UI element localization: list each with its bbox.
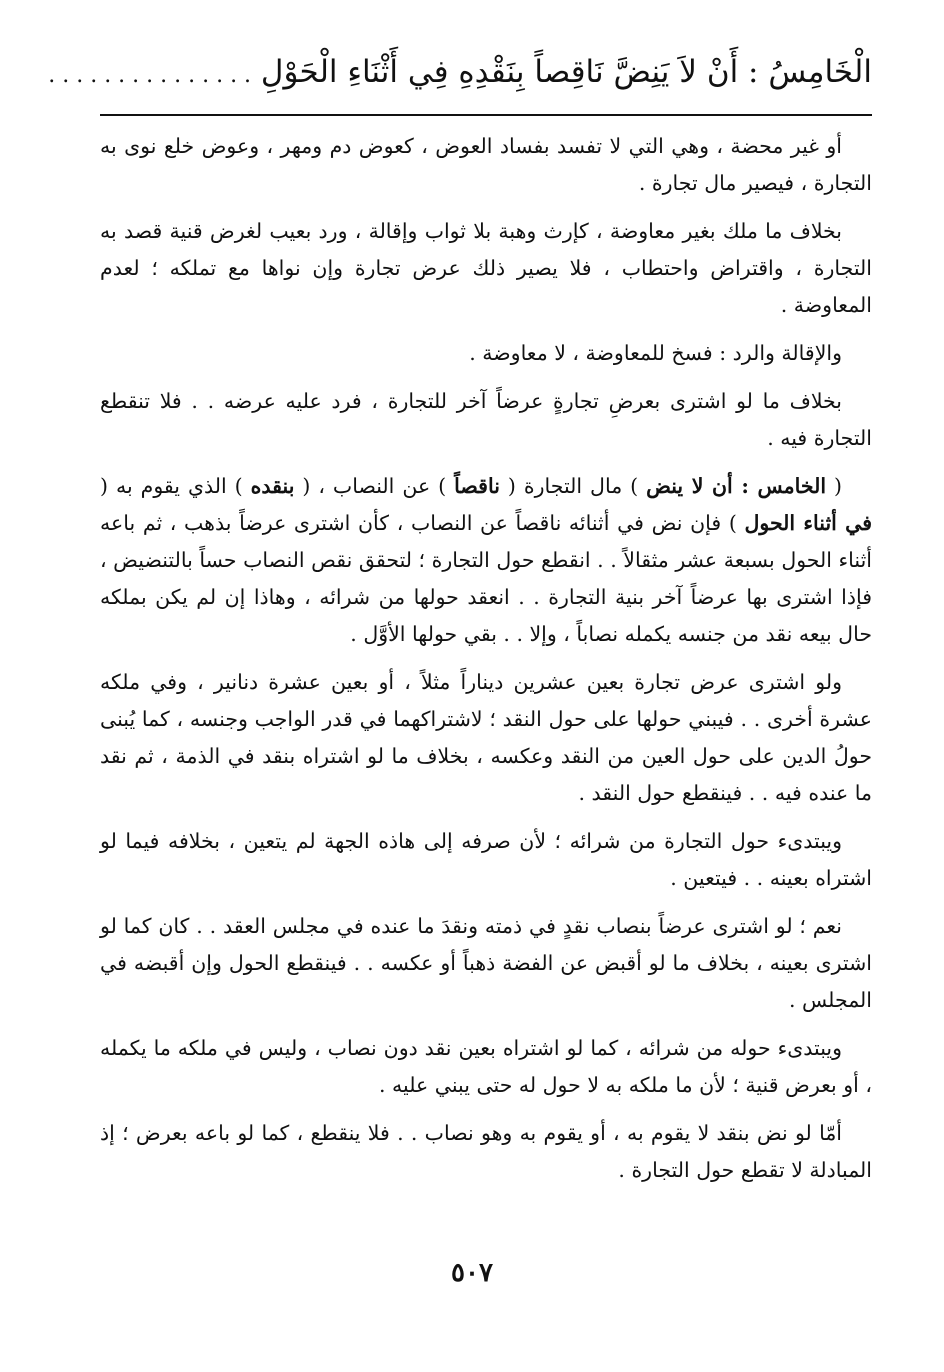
paragraph-text: ( <box>826 474 843 498</box>
paragraph-text: ) مال التجارة ( <box>499 474 647 498</box>
paragraph: ويبتدىء حوله من شرائه ، كما لو اشتراه بعين نقد دون نصاب ، وليس في ملكه ما يكمله ، أو بعرض قنية ؛ لأن ما ملكه به لا حول له حتى يبني عليه . <box>100 1036 872 1097</box>
paragraph: بخلاف ما لو اشترى بعرضِ تجارةٍ عرضاً آخر للتجارة ، فرد عليه عرضه . . فلا تنقطع التجارة فيه . <box>100 389 872 450</box>
matn-text: في أثناء الحول <box>744 511 872 535</box>
paragraph: أمّا لو نض بنقد لا يقوم به ، أو يقوم به وهو نصاب . . فلا ينقطع ، كما لو باعه بعرض ؛ إذ المبادلة لا تقطع حول التجارة . <box>100 1121 872 1182</box>
paragraph: ولو اشترى عرض تجارة بعين عشرين ديناراً مثلاً ، أو بعين عشرة دنانير ، وفي ملكه عشرة أخرى . . فيبني حولها على حول النقد ؛ لاشتراكهما في قدر الواجب وجنسه ، كما يُبنى حولُ الدين على حول العين من النقد وعكسه ، بخلاف ما لو اشتراه بنقد في الذمة ، ثم نقد ما عنده فيه . . فينقطع حول النقد . <box>100 670 872 805</box>
matn-text: الخامس : أن لا ينض <box>646 474 827 498</box>
paragraph: نعم ؛ لو اشترى عرضاً بنصاب نقدٍ في ذمته ونقدَ ما عنده في مجلس العقد . . كان كما لو اشترى بعينه ، بخلاف ما لو أقبض عن الفضة ذهباً أو عكسه . . فينقطع الحول وإن أقبضه في المجلس . <box>100 914 872 1012</box>
header-rule <box>100 114 872 116</box>
paragraph: ويبتدىء حول التجارة من شرائه ؛ لأن صرفه إلى هاذه الجهة لم يتعين ، بخلافه فيما لو اشتراه بعينه . . فيتعين . <box>100 829 872 890</box>
matn-text: ناقصاً <box>454 474 500 498</box>
page-body <box>100 128 872 1200</box>
running-header <box>48 44 872 104</box>
paragraph: والإقالة والرد : فسخ للمعاوضة ، لا معاوضة . <box>469 341 842 365</box>
paragraph-text: ) فإن نض في أثنائه ناقصاً عن النصاب ، كأن اشترى عرضاً بذهب ، ثم باعه أثناء الحول بسبعة عشر مثقالاً . . انقطع حول التجارة ؛ لتحقق نقص النصاب حساً بالتنضيض ، فإذا اشترى بها عرضاً آخر بنية التجارة . . انعقد حولها من شرائه ، وهاذا إن لم يكن بملكه حال بيعه نقد من جنسه يكمله نصاباً ، وإلا . . بقي حولها الأوَّل . <box>100 511 872 646</box>
header-title: الْخَامِسُ : أَنْ لاَ يَنِضَّ نَاقِصاً بِنَقْدِهِ فِي أَثْنَاءِ الْحَوْلِ <box>260 54 872 90</box>
page-number: ٥٠٧ <box>451 1258 493 1288</box>
paragraph-text: ) عن النصاب ، ( <box>294 474 455 498</box>
paragraph-text: ) الذي يقوم به ( <box>100 474 251 498</box>
paragraph-fifth-condition <box>100 468 872 653</box>
paragraph: أو غير محضة ، وهي التي لا تفسد بفساد العوض ، كعوض دم ومهر ، وعوض خلع نوى به التجارة ، فيصير مال تجارة . <box>100 134 872 195</box>
paragraph: بخلاف ما ملك بغير معاوضة ، كإرث وهبة بلا ثواب وإقالة ، ورد بعيب لغرض قنية قصد به التجارة ، واقتراض واحتطاب ، فلا يصير ذلك عرض تجارة وإن نواها مع تملكه ؛ لعدم المعاوضة . <box>100 219 872 317</box>
header-leader-dots: . . . . . . . . . . . . . . . <box>48 63 252 88</box>
matn-text: بنقده <box>250 474 295 498</box>
